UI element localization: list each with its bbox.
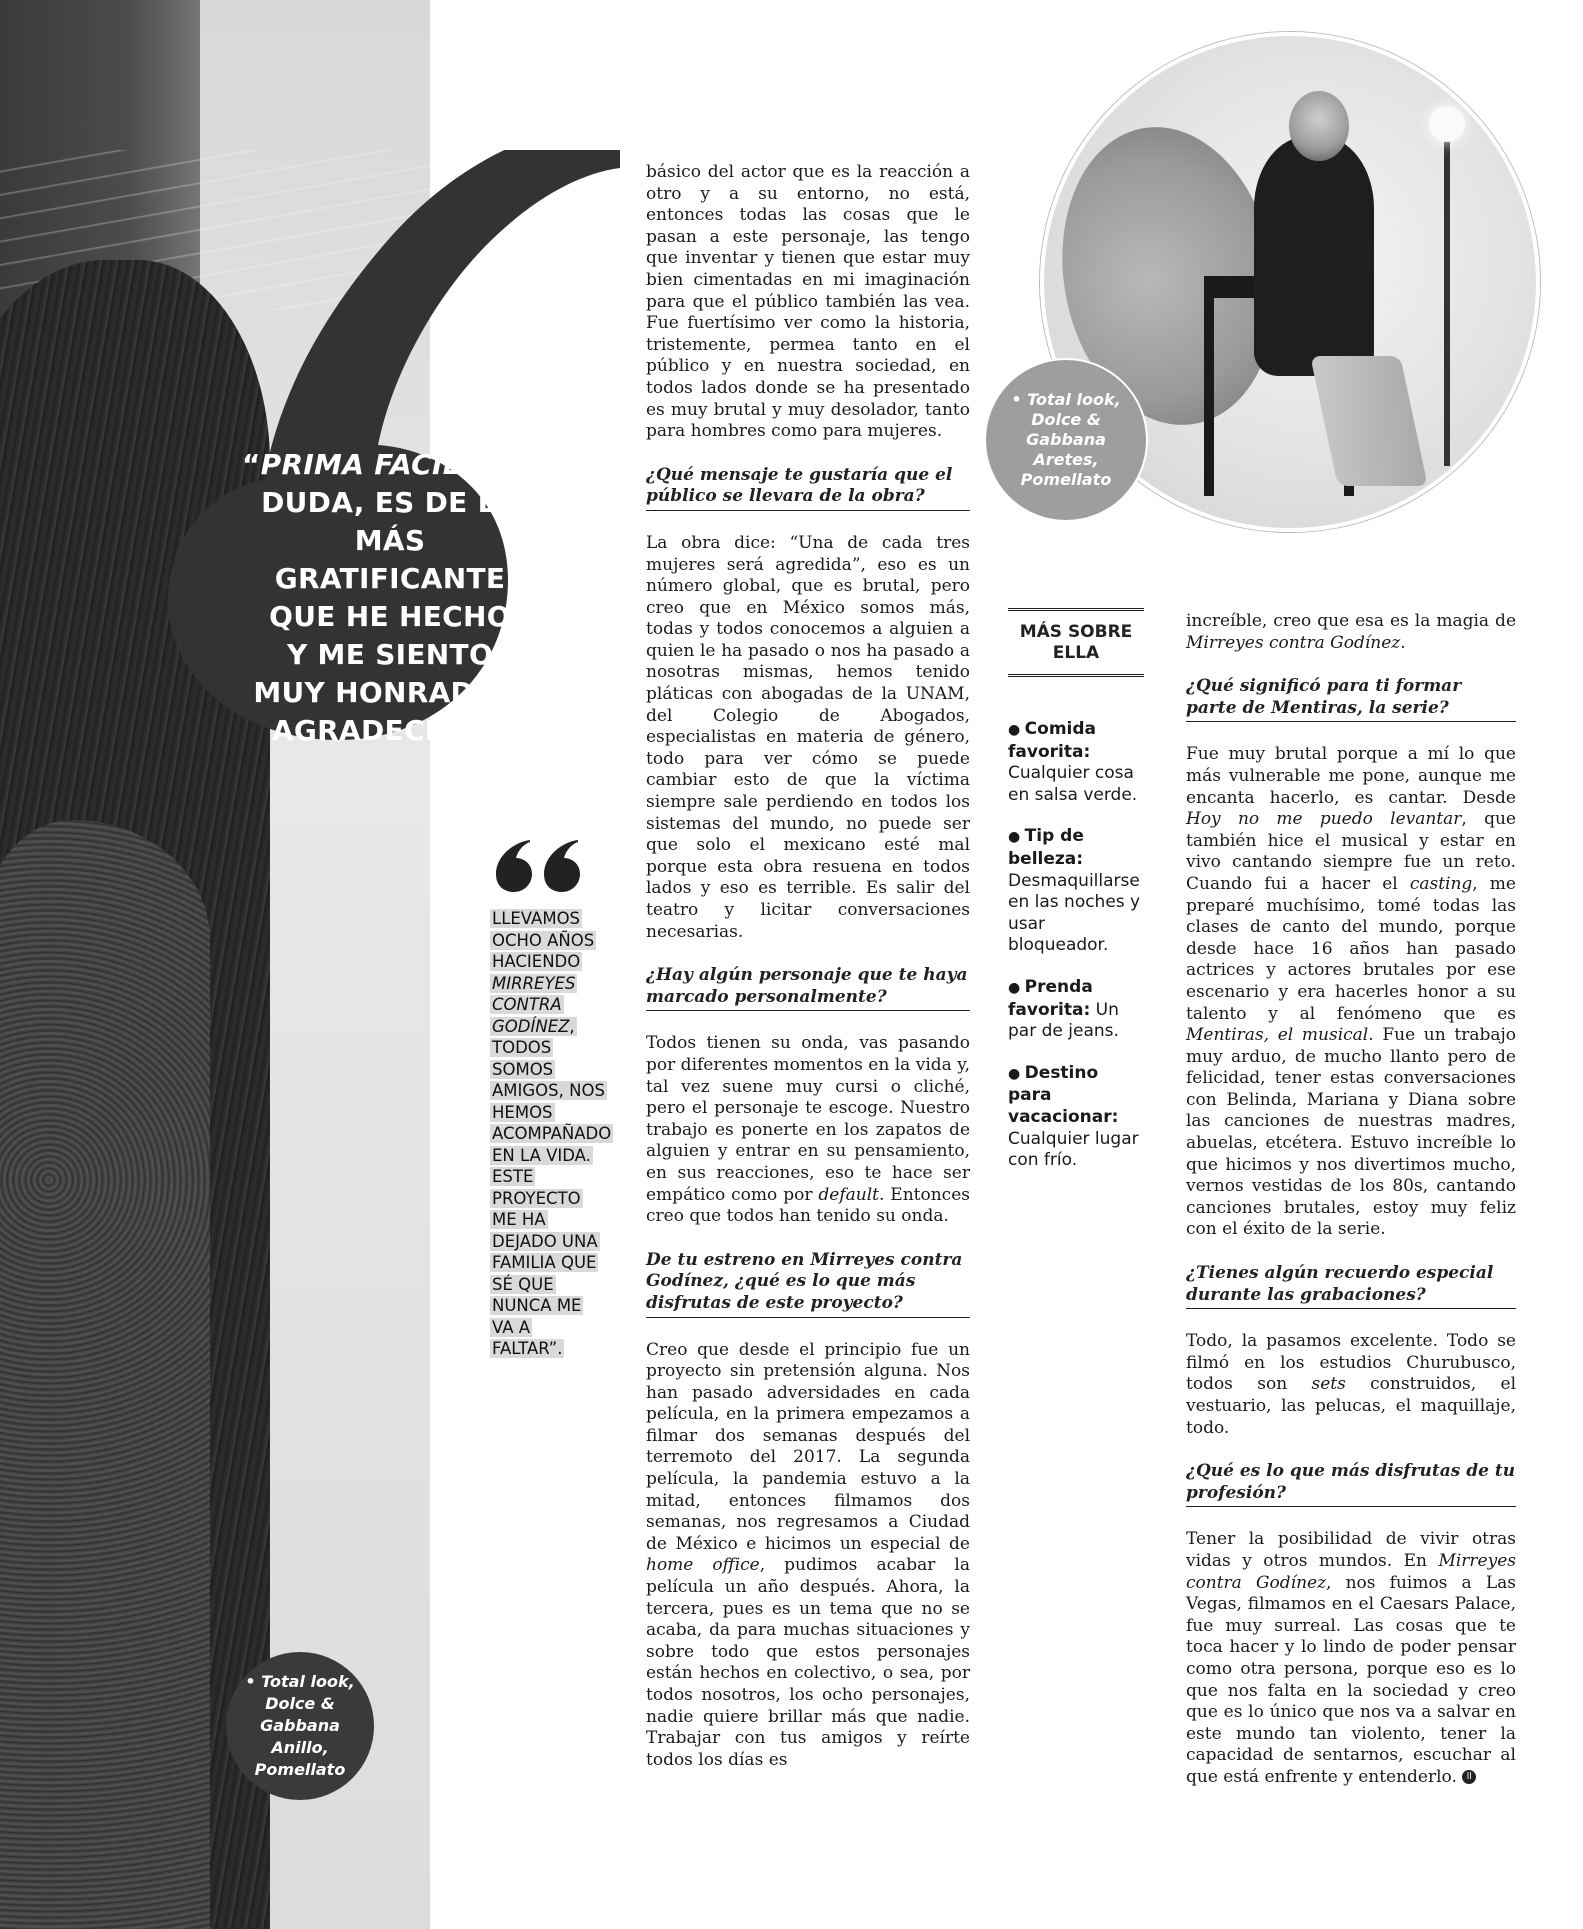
end-of-article-icon: ll (1462, 1770, 1476, 1784)
bullet-icon: ● (1008, 829, 1025, 846)
article-column-2 (1186, 611, 1516, 1811)
sidebar-item: ● Tip de belleza: Desmaquillarse en las noches y usar bloqueador. (1008, 826, 1141, 956)
photo-figure (1254, 136, 1374, 376)
interview-question: De tu estreno en Mirreyes contra Godínez, ¿qué es lo que más disfrutas de este proyecto? (646, 1250, 970, 1318)
paragraph: Todos tienen su onda, vas pasando por diferentes momentos en la vida y, tal vez suene muy cursi o cliché, pero el personaje te escoge. Nuestro trabajo es ponerte en los zapatos de alguien y entrar en su pensamiento, en sus reacciones, eso te hace ser empático como por default. Entonces creo que todos han tenido su onda. (646, 1033, 970, 1227)
paragraph: Todo, la pasamos excelente. Todo se filmó en los estudios Churubusco, todos son sets construidos, el vestuario, las pelucas, el maquillaje, todo. (1186, 1331, 1517, 1438)
interview-question: ¿Hay algún personaje que te haya marcado personalmente? (646, 965, 970, 1011)
paragraph: increíble, creo que esa es la magia de Mirreyes contra Godínez. (1186, 611, 1516, 653)
quote-open-icon (492, 838, 582, 894)
photo-head (1289, 91, 1349, 161)
paragraph: La obra dice: “Una de cada tres mujeres será agredida”, eso es un número global, que es brutal, pero creo que en México somos más, todas y todos conocemos a alguien a quien le ha pasado o nos ha pasado a nosotras mismas, hemos tenido pláticas con abogadas de la UNAM, del Colegio de Abogados, especialistas en materia de género, todo para ver cómo se puede cambiar esto de que la víctima siempre sale perdiendo en todos los sistemas del mundo, no puede ser que solo el mexicano esté mal porque esta obra resuena en todos lados y eso es terrible. Es salir del teatro y licitar conversaciones necesarias. (646, 532, 970, 942)
sidebar-rule (1008, 608, 1144, 614)
sidebar-item: ● Comida favorita: Cualquier cosa en salsa verde. (1008, 719, 1138, 805)
photo-sweater (0, 820, 210, 1929)
paragraph: Creo que desde el principio fue un proyecto sin pretensión alguna. Nos han pasado adversidades en cada película, en la primera empezamos a filmar dos semanas después del terremoto del 2017. La segunda película, la pandemia estuvo a la mitad, entonces filmamos dos semanas, nos regresamos a Ciudad de México e hicimos un especial de home office, pudimos acabar la película un año después. Ahora, la tercera, pues es un tema que no se acaba, da para muchas situaciones y sobre todo que estos personajes están hechos en colectivo, o sea, por todos nosotros, los ocho personajes, nadie quiere brillar más que nadie. Trabajar con tus amigos y reírte todos los días es (646, 1339, 970, 1770)
photo-light-stand (1444, 126, 1450, 466)
article-column-1 (646, 162, 970, 1793)
paragraph: básico del actor que es la reacción a otro y a su entorno, no está, entonces todas las cosas que le pasan a este personaje, las tengo que inventar y tienen que estar muy bien cimentadas en mi imaginación para que el público también las vea. Fue fuertísimo ver como la historia, tristemente, permea tanto en el público y en nuestra sociedad, en todos lados donde se ha presentado es muy brutal y muy desolador, tanto para hombres como para mujeres. (646, 162, 970, 442)
sidebar-more-about-her (1008, 608, 1144, 1192)
paragraph: Fue muy brutal porque a mí lo que más vulnerable me pone, aunque me encanta hacerlo, es cantar. Desde Hoy no me puedo levantar, que también hice el musical y estar en vivo cantando siempre fue un reto. Cuando fui a hacer el casting, me preparé muchísimo, tomé todas las clases de canto del mundo, porque desde hace 16 años han pasado actrices y actores brutales por ese escenario y era hacerles honor a su talento y al fenómeno que es Mentiras, el musical. Fue un trabajo muy arduo, de mucho llanto pero de felicidad, tener estas conversaciones con Belinda, Mariana y Diana sobre las canciones de nuestras madres, abuelas, etcétera. Estuvo increíble lo que hicimos y nos divertimos mucho, vernos vestidas de los 80s, cantando canciones brutales, estoy muy feliz con el éxito de la serie. (1186, 744, 1516, 1240)
paragraph: Tener la posibilidad de vivir otras vidas y otros mundos. En Mirreyes contra Godínez, nos fuimos a Las Vegas, filmamos en el Caesars Palace, fue muy surreal. Las cosas que te toca hacer y lo lindo de poder pensar como otra persona, porque eso es lo que nos falta en la sociedad y creo que es lo único que nos va a salvar en este mundo tan violento, tener la capacidad de sentarnos, escuchar al que está enfrente y entenderlo. ll (1186, 1529, 1516, 1787)
interview-question: ¿Qué es lo que más disfrutas de tu profesión? (1186, 1461, 1516, 1507)
interview-question: ¿Qué significó para ti formar parte de Mentiras, la serie? (1186, 676, 1516, 722)
photo-caption-right: • Total look, Dolce & Gabbana Aretes, Pomellato (984, 358, 1148, 522)
bullet-icon: ● (1008, 722, 1025, 738)
interview-question: ¿Qué mensaje te gustaría que el público se llevara de la obra? (646, 465, 970, 511)
sidebar-heading: MÁS SOBRE ELLA (1008, 622, 1144, 677)
sidebar-item: ● Prenda favorita: Un par de jeans. (1008, 976, 1119, 1042)
secondary-pull-quote: LLEVAMOS OCHO AÑOS HACIENDO MIRREYES CONTRA GODÍNEZ, TODOS SOMOS AMIGOS, NOS HEMOS ACOMPAÑADO EN LA VIDA. ESTE PROYECTO ME HA DEJADO UNA FAMILIA QUE SÉ QUE NUNCA ME VA A FALTAR”. (492, 909, 612, 1358)
photo-lamp (1429, 106, 1465, 142)
interview-question: ¿Tienes algún recuerdo especial durante las grabaciones? (1186, 1263, 1516, 1309)
sidebar-item: ● Destino para vacacionar: Cualquier lugar con frío. (1008, 1062, 1139, 1171)
featured-quote: “PRIMA FACIE, SIN DUDA, ES DE LO MÁS GRATIFICANTE QUE HE HECHO Y ME SIENTO MUY HONRADA Y AGRADECIDA”. (241, 448, 539, 747)
photo-caption-left: • Total look, Dolce & Gabbana Anillo, Pomellato (226, 1652, 374, 1800)
bullet-icon: ● (1008, 979, 1025, 996)
bullet-icon: ● (1008, 1065, 1025, 1082)
